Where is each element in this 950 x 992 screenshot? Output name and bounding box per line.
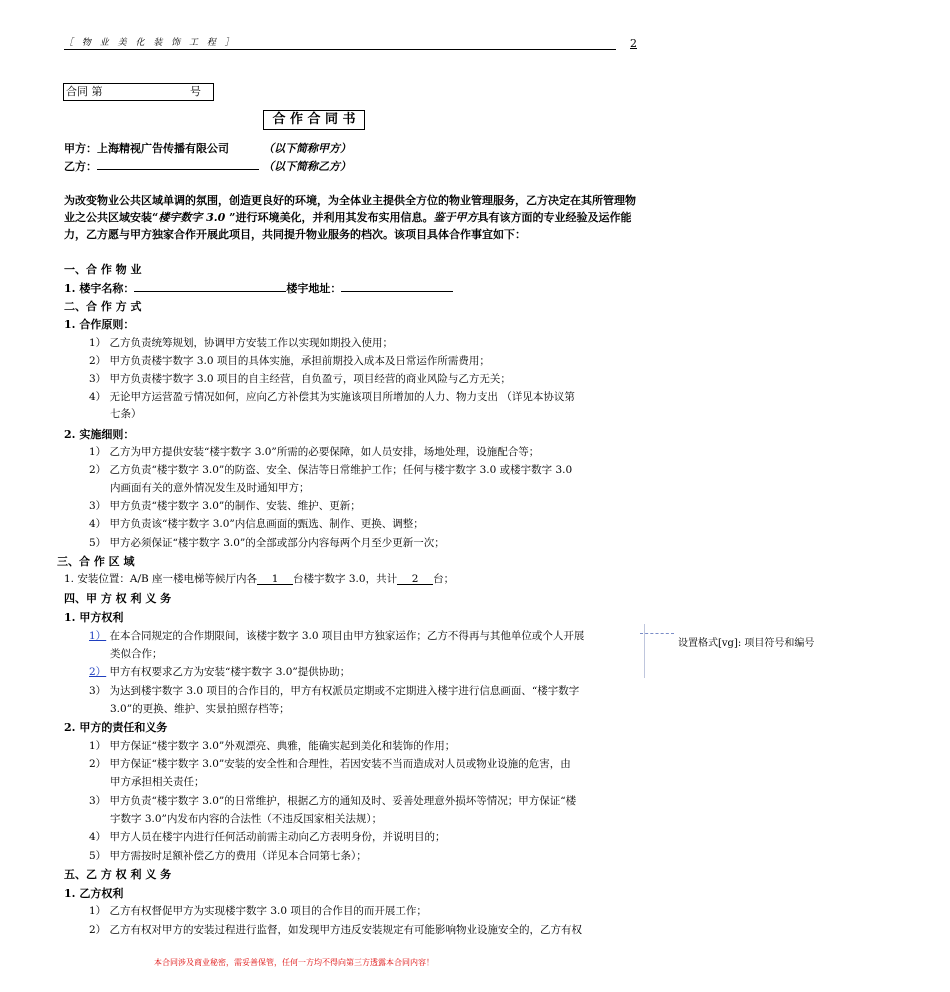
comment-connector bbox=[640, 633, 674, 634]
section-5-heading: 五、乙 方 权 利 义 务 bbox=[64, 868, 172, 881]
list-item: 1） 乙方负责统筹规划，协调甲方安装工作以实现如期投入使用； bbox=[89, 337, 394, 349]
building-name-label: 1. 楼宇名称： bbox=[64, 282, 135, 295]
list-item: 2） 甲方保证“楼宇数字 3.0”安装的安全性和合理性，若因安装不当而造成对人员或物业设施的危害，由 bbox=[89, 758, 571, 770]
qty-1[interactable] bbox=[257, 573, 293, 585]
section-4-sub1: 1. 甲方权利 bbox=[64, 611, 124, 624]
list-item: 宇数字 3.0”内发布内容的合法性（不违反国家相关法规）； bbox=[110, 813, 383, 825]
section-2-heading: 二、合 作 方 式 bbox=[64, 300, 142, 313]
party-b-text: 乙方： bbox=[64, 160, 97, 173]
page-number: 2 bbox=[630, 37, 637, 50]
list-item: 1） 乙方有权督促甲方为实现楼宇数字 3.0 项目的合作目的而开展工作； bbox=[89, 905, 427, 917]
building-address-blank[interactable] bbox=[341, 280, 453, 292]
list-item: 5） 甲方必须保证“楼宇数字 3.0”的全部或部分内容每两个月至少更新一次； bbox=[89, 537, 445, 549]
list-item: 七条） bbox=[110, 408, 142, 420]
section-4-heading: 四、甲 方 权 利 义 务 bbox=[64, 592, 172, 605]
party-a-alias: （以下简称甲方） bbox=[263, 142, 351, 155]
party-b-label bbox=[64, 158, 259, 174]
install-location-pre: 1. 安装位置：A/B 座一楼电梯等候厅内各 bbox=[64, 573, 258, 585]
list-item: 3） 甲方负责“楼宇数字 3.0”的日常维护，根据乙方的通知及时、妥善处理意外损坏等情况；甲方保证“楼 bbox=[89, 795, 577, 807]
list-item: 2） 乙方负责“楼宇数字 3.0”的防盗、安全、保洁等日常维护工作；任何与楼宇数字 3.0 或楼宇数字 3.0 bbox=[89, 464, 573, 476]
list-item: 1） 乙方为甲方提供安装“楼宇数字 3.0”所需的必要保障，如人员安排，场地处理，设施配合等； bbox=[89, 446, 540, 458]
party-b-alias: （以下简称乙方） bbox=[263, 160, 351, 173]
intro-part1: 为改变物业公共区域单调的氛围，创造更良好的环境，为全体业主提供全方位的物业管理服务，乙方决定在其所管理物业之公共区域安装“ bbox=[64, 194, 636, 224]
list-item-tracked bbox=[89, 664, 350, 679]
intro-part2: ”进行环境美化，并利用其发布实用信息。 bbox=[229, 211, 434, 224]
list-item: 4） 无论甲方运营盈亏情况如何，应向乙方补偿其为实施该项目所增加的人力、物力支出 （详见本协议第 bbox=[89, 391, 575, 403]
list-item: 3） 为达到楼宇数字 3.0 项目的合作目的，甲方有权派员定期或不定期进入楼宇进行信息画面、“楼宇数字 bbox=[89, 685, 580, 697]
party-b-blank[interactable] bbox=[97, 158, 259, 170]
document-title: 合 作 合 同 书 bbox=[263, 110, 365, 130]
list-item: 3.0”的更换、维护、实景拍照存档等； bbox=[110, 703, 290, 715]
section-1-heading: 一、合 作 物 业 bbox=[64, 263, 142, 276]
tracked-number-1: 1） bbox=[89, 630, 107, 642]
building-address-label: 楼宇地址： bbox=[286, 282, 342, 295]
list-item: 2） 乙方有权对甲方的安装过程进行监督，如发现甲方违反安装规定有可能影响物业设施安全的，乙方有权 bbox=[89, 924, 583, 936]
footer-confidential: 本合同涉及商业秘密，需妥善保管，任何一方均不得向第三方透露本合同内容！ bbox=[154, 958, 434, 967]
section-2-sub2-text: 2. 实施细则： bbox=[64, 428, 135, 441]
section-4-sub2: 2. 甲方的责任和义务 bbox=[64, 721, 168, 734]
contract-number-suffix: 号 bbox=[190, 85, 201, 98]
building-name-blank[interactable] bbox=[134, 280, 286, 292]
intro-italic1: 楼宇数字 3.0 bbox=[158, 211, 230, 224]
header-rule bbox=[64, 49, 616, 50]
tracked-number-2: 2） bbox=[89, 666, 107, 678]
list-item: 4） 甲方负责该“楼宇数字 3.0”内信息画面的甄选、制作、更换、调整； bbox=[89, 518, 424, 530]
comment-marker-bar bbox=[644, 624, 645, 678]
party-a-label: 甲方：上海精视广告传播有限公司 bbox=[64, 142, 229, 155]
section-5-sub1: 1. 乙方权利 bbox=[64, 887, 124, 900]
list-item: 类似合作； bbox=[110, 648, 163, 660]
section-2-sub1: 1. 合作原则： bbox=[64, 318, 135, 331]
list-item: 3） 甲方负责“楼宇数字 3.0”的制作、安装、维护、更新； bbox=[89, 500, 361, 512]
building-line bbox=[64, 280, 453, 296]
section-3-heading: 三、合 作 区 域 bbox=[57, 555, 135, 568]
list-item-tracked bbox=[89, 628, 584, 643]
header-company: ［ 物 业 美 化 装 饰 工 程 ］ bbox=[64, 38, 237, 48]
list-item: 5） 甲方需按时足额补偿乙方的费用（详见本合同第七条）； bbox=[89, 850, 367, 862]
list-item-text: 在本合同规定的合作期限间，该楼宇数字 3.0 项目由甲方独家运作；乙方不得再与其他单位或个人开展 bbox=[106, 630, 585, 642]
format-comment[interactable]: 设置格式[vg]: 项目符号和编号 bbox=[678, 638, 815, 649]
qty-1-value: 1 bbox=[271, 573, 279, 585]
intro-paragraph bbox=[64, 192, 639, 243]
install-location-post: 台； bbox=[433, 573, 455, 585]
install-location-mid: 台楼宇数字 3.0，共计 bbox=[293, 573, 398, 585]
install-location-line bbox=[64, 571, 454, 586]
section-2-sub2 bbox=[64, 426, 134, 442]
contract-number-box bbox=[63, 83, 214, 101]
intro-italic2: 鉴于甲方 bbox=[433, 211, 478, 224]
list-item: 4） 甲方人员在楼宇内进行任何活动前需主动向乙方表明身份，并说明目的； bbox=[89, 831, 446, 843]
qty-2[interactable] bbox=[397, 573, 433, 585]
contract-number-prefix: 合同 第 bbox=[66, 85, 103, 98]
qty-2-value: 2 bbox=[411, 573, 419, 585]
list-item-text: 甲方有权要求乙方为安装“楼宇数字 3.0”提供协助； bbox=[106, 666, 351, 678]
intro-part3: 具有该方面的专业经验及运作能力，乙方愿与甲方独家合作开展此项目，共同提升物业服务的档次。该项目具体合作事宜如下： bbox=[64, 211, 632, 241]
list-item: 1） 甲方保证“楼宇数字 3.0”外观漂亮、典雅，能确实起到美化和装饰的作用； bbox=[89, 740, 456, 752]
list-item: 2） 甲方负责楼宇数字 3.0 项目的具体实施，承担前期投入成本及日常运作所需费用； bbox=[89, 355, 490, 367]
list-item: 内画面有关的意外情况发生及时通知甲方； bbox=[110, 482, 310, 494]
list-item: 3） 甲方负责楼宇数字 3.0 项目的自主经营，自负盈亏，项目经营的商业风险与乙方无关； bbox=[89, 373, 511, 385]
list-item: 甲方承担相关责任； bbox=[110, 776, 205, 788]
